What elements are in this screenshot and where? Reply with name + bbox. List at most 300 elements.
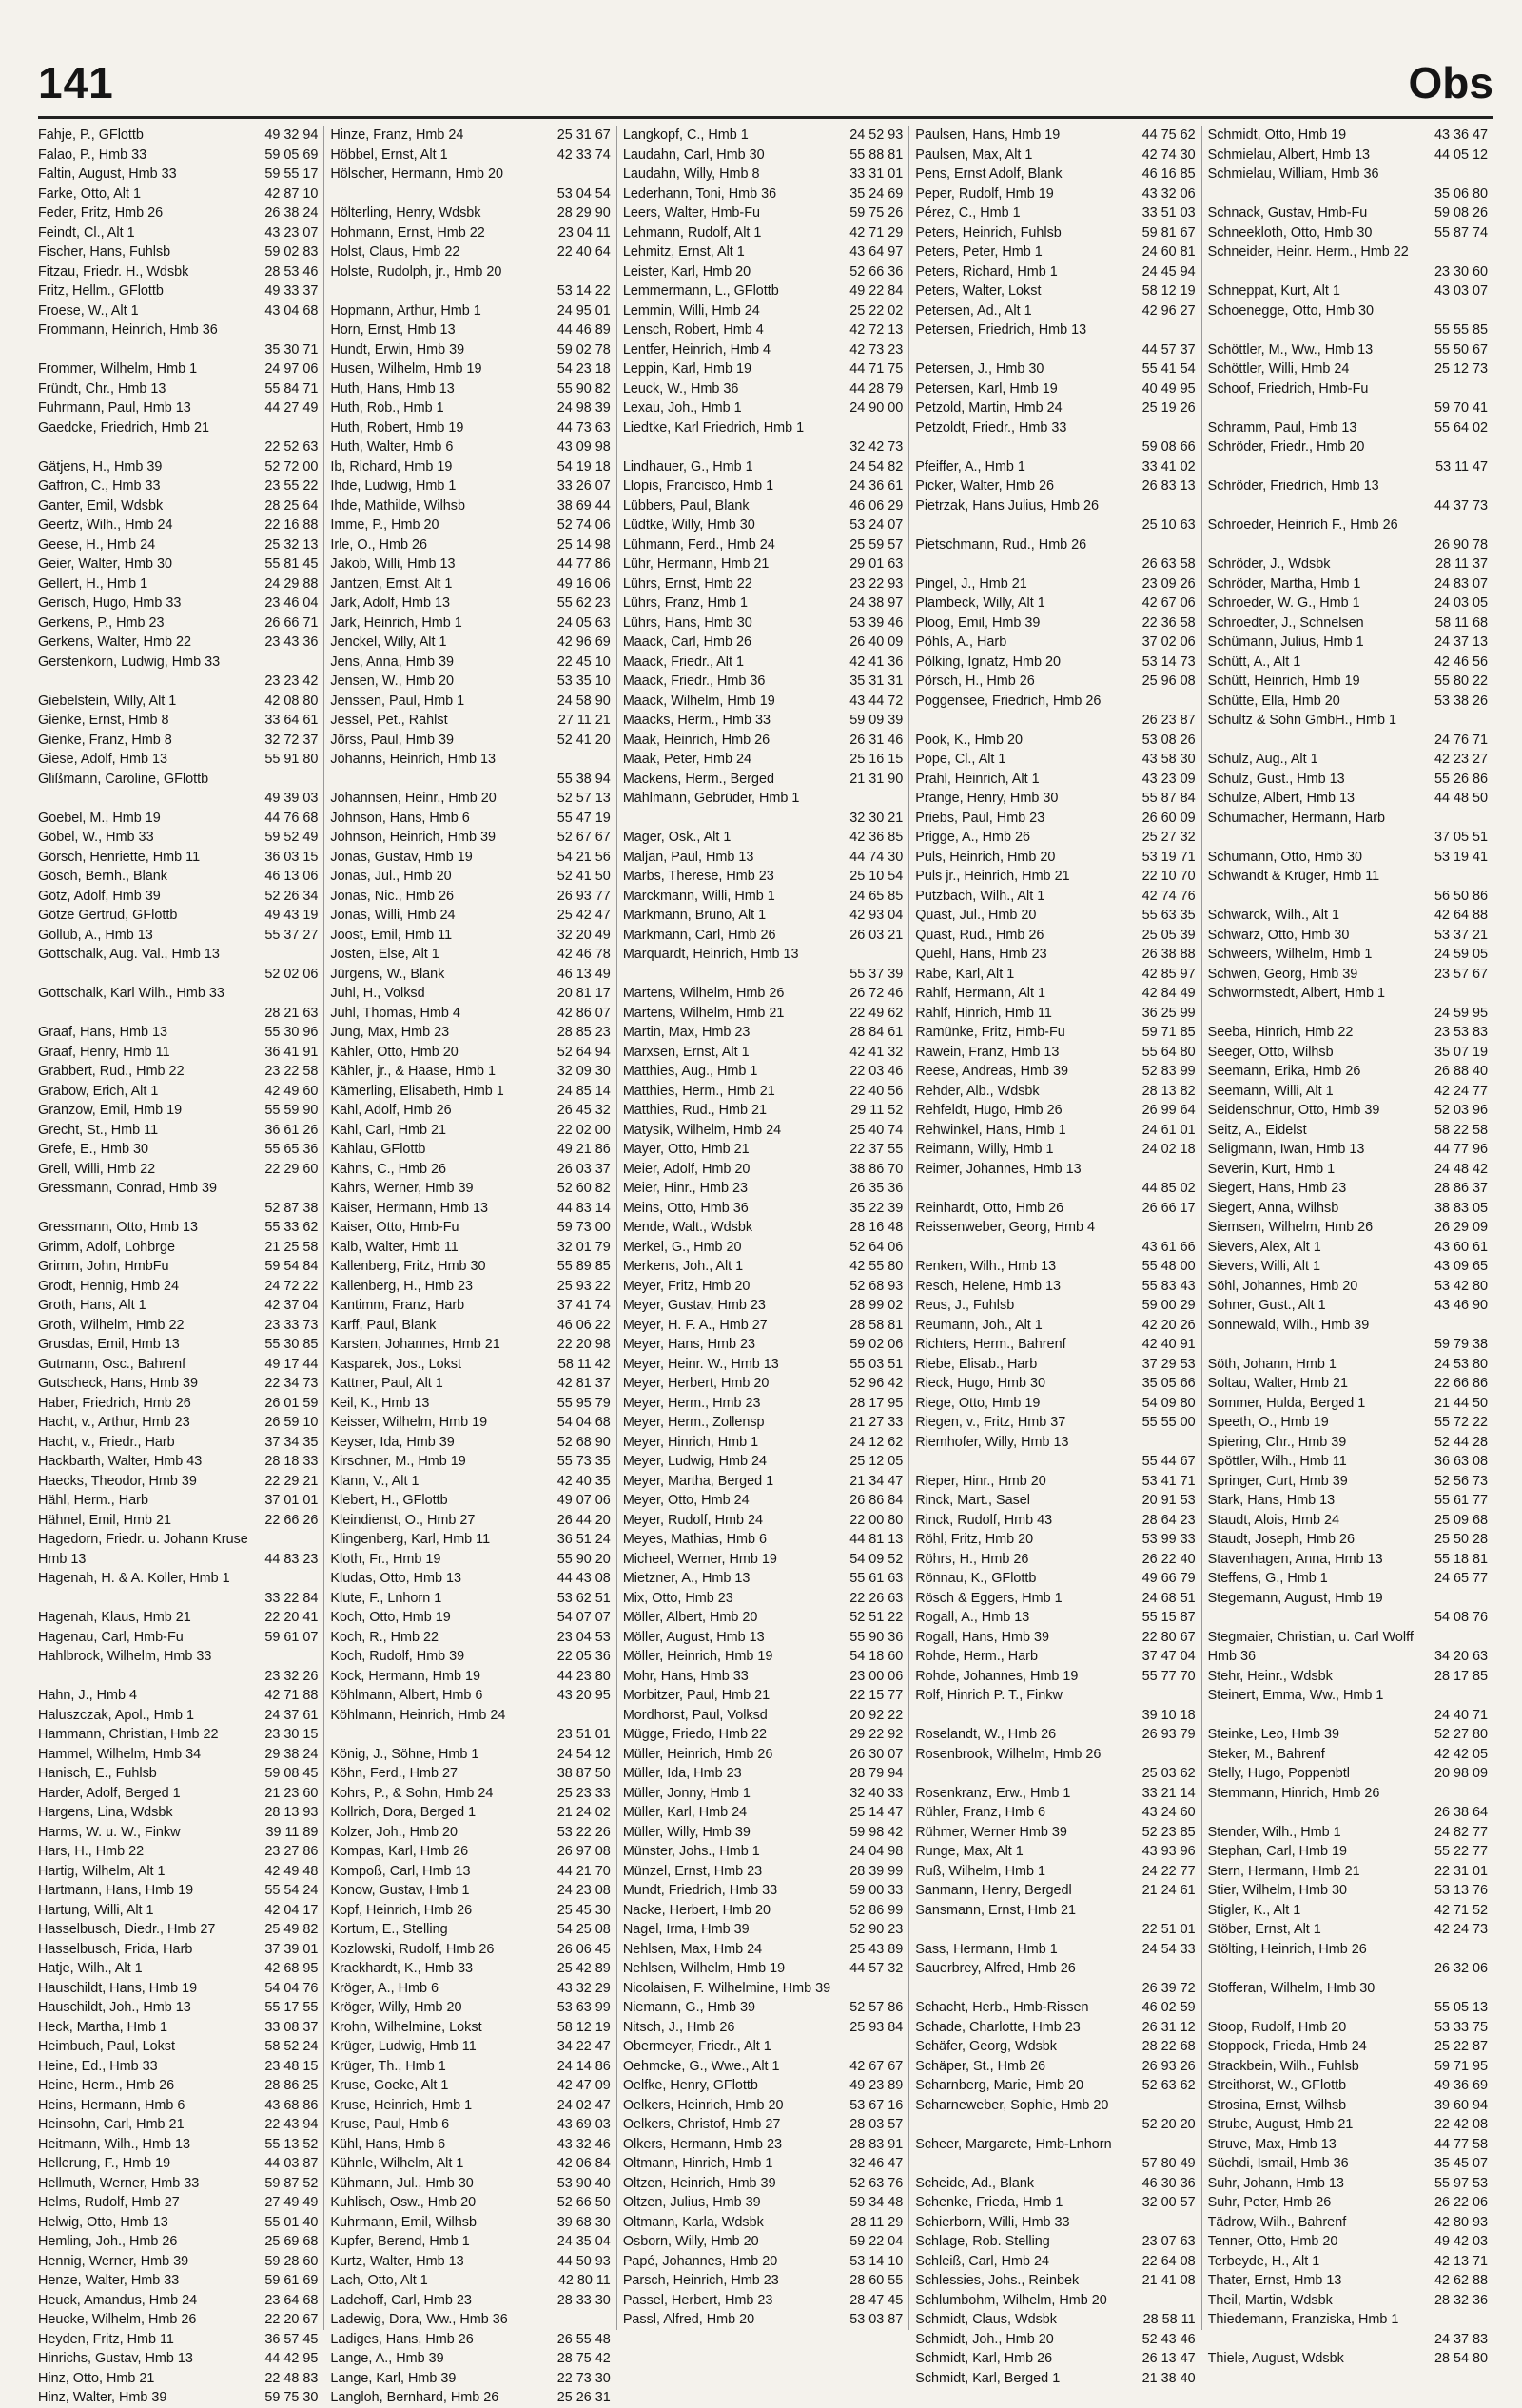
entry-phone: 33 21 14 bbox=[1142, 1785, 1196, 1801]
entry-name: Leister, Karl, Hmb 20 bbox=[622, 264, 751, 280]
entry-phone: 24 37 61 bbox=[264, 1707, 319, 1723]
entry-phone: 53 19 41 bbox=[1434, 849, 1489, 865]
entry-name: Oelfke, Henry, GFlottb bbox=[622, 2078, 758, 2093]
entry-phone: 22 66 86 bbox=[1434, 1376, 1489, 1391]
entry-phone: 26 72 46 bbox=[849, 986, 904, 1001]
entry-phone bbox=[1192, 692, 1196, 712]
entry-phone: 24 52 93 bbox=[849, 127, 904, 143]
entry-phone: 22 49 62 bbox=[849, 1005, 904, 1021]
entry-phone: 55 87 74 bbox=[1434, 225, 1489, 241]
list-item bbox=[623, 458, 903, 478]
list-item bbox=[38, 867, 318, 887]
list-item bbox=[38, 2291, 318, 2311]
entry-phone: 34 22 47 bbox=[556, 2039, 611, 2054]
entry-name: Graaf, Henry, Hmb 11 bbox=[38, 1044, 170, 1060]
entry-phone: 49 22 84 bbox=[849, 284, 904, 299]
entry-name: Kruse, Heinrich, Hmb 1 bbox=[330, 2097, 473, 2113]
list-item bbox=[1208, 1920, 1488, 1940]
list-item bbox=[915, 848, 1195, 868]
entry-name: Schulz, Gust., Hmb 13 bbox=[1207, 771, 1345, 787]
entry-phone: 28 33 30 bbox=[556, 2292, 611, 2308]
entry-name: Lührs, Ernst, Hmb 22 bbox=[622, 576, 752, 592]
entry-name: Martens, Wilhelm, Hmb 26 bbox=[622, 986, 785, 1001]
entry-name: Speeth, O., Hmb 19 bbox=[1207, 1415, 1329, 1430]
entry-phone: 49 23 89 bbox=[849, 2078, 904, 2093]
list-item bbox=[623, 867, 903, 887]
list-item bbox=[915, 672, 1195, 692]
list-item bbox=[38, 828, 318, 848]
list-item bbox=[623, 770, 903, 790]
entry-name: Schulz, Aug., Alt 1 bbox=[1207, 752, 1318, 767]
list-item bbox=[330, 1628, 610, 1648]
entry-name: Pope, Cl., Alt 1 bbox=[915, 752, 1006, 767]
entry-phone bbox=[1192, 2135, 1196, 2155]
entry-phone bbox=[1192, 2096, 1196, 2116]
entry-phone: 59 52 49 bbox=[264, 830, 319, 845]
entry-phone: 23 30 60 bbox=[1434, 264, 1489, 280]
list-item bbox=[1208, 1335, 1488, 1355]
entry-name: Hmb 36 bbox=[1207, 1649, 1257, 1664]
entry-name: Priebs, Paul, Hmb 23 bbox=[915, 810, 1045, 826]
entry-phone: 42 13 71 bbox=[1434, 2253, 1489, 2269]
entry-phone: 52 60 82 bbox=[556, 1181, 611, 1196]
list-item bbox=[38, 380, 318, 400]
entry-name: Rahlf, Hinrich, Hmb 11 bbox=[915, 1005, 1052, 1021]
list-item bbox=[330, 2076, 610, 2096]
entry-name: Hahn, J., Hmb 4 bbox=[38, 1688, 137, 1703]
entry-name: Micheel, Werner, Hmb 19 bbox=[622, 1551, 777, 1567]
list-item bbox=[38, 1667, 318, 1687]
entry-phone: 55 26 86 bbox=[1434, 771, 1489, 787]
entry-phone: 22 20 41 bbox=[264, 1610, 319, 1625]
list-item bbox=[623, 243, 903, 263]
entry-name: Spiering, Chr., Hmb 39 bbox=[1207, 1434, 1347, 1450]
entry-name: Suhr, Johann, Hmb 13 bbox=[1207, 2175, 1344, 2191]
entry-phone: 32 46 47 bbox=[849, 2156, 904, 2171]
entry-name: Röhl, Fritz, Hmb 20 bbox=[915, 1532, 1034, 1547]
list-item bbox=[38, 321, 318, 341]
list-item bbox=[915, 1452, 1195, 1472]
list-item bbox=[330, 809, 610, 829]
entry-phone: 26 38 64 bbox=[1434, 1805, 1489, 1820]
list-item bbox=[330, 614, 610, 634]
entry-phone: 52 83 99 bbox=[1142, 1064, 1196, 1079]
entry-name: Kloth, Fr., Hmb 19 bbox=[330, 1551, 441, 1567]
entry-phone: 55 72 22 bbox=[1434, 1415, 1489, 1430]
entry-phone: 44 42 95 bbox=[264, 2351, 319, 2366]
list-item bbox=[915, 2213, 1195, 2233]
entry-phone: 58 12 19 bbox=[1142, 284, 1196, 299]
list-item bbox=[915, 828, 1195, 848]
list-item bbox=[1208, 1530, 1488, 1550]
list-item bbox=[623, 1023, 903, 1043]
entry-name: Theil, Martin, Wdsbk bbox=[1207, 2292, 1333, 2308]
list-item bbox=[1208, 224, 1488, 244]
entry-name: Kruse, Goeke, Alt 1 bbox=[330, 2078, 449, 2093]
entry-phone: 29 11 52 bbox=[850, 1103, 904, 1118]
entry-name: Kompas, Karl, Hmb 26 bbox=[330, 1844, 469, 1859]
entry-name: Groth, Wilhelm, Hmb 22 bbox=[38, 1317, 185, 1333]
list-item bbox=[330, 867, 610, 887]
entry-name: Kähler, Otto, Hmb 20 bbox=[330, 1044, 459, 1060]
entry-phone: 44 21 70 bbox=[556, 1863, 611, 1879]
entry-name: Meyer, Gustav, Hmb 23 bbox=[622, 1298, 766, 1313]
entry-name: Peper, Rudolf, Hmb 19 bbox=[915, 186, 1054, 202]
entry-phone bbox=[314, 419, 318, 439]
entry-name: Morbitzer, Paul, Hmb 21 bbox=[622, 1688, 771, 1703]
entry-name: Roselandt, W., Hmb 26 bbox=[915, 1727, 1057, 1742]
entry-phone: 59 87 52 bbox=[264, 2175, 319, 2191]
entry-phone: 32 72 37 bbox=[264, 732, 319, 748]
entry-name: Riege, Otto, Hmb 19 bbox=[915, 1395, 1041, 1411]
list-item bbox=[915, 1179, 1195, 1199]
entry-phone: 42 42 05 bbox=[1434, 1746, 1489, 1762]
entry-phone: 22 03 46 bbox=[849, 1064, 904, 1079]
entry-phone: 42 41 36 bbox=[849, 654, 904, 670]
entry-phone: 24 65 85 bbox=[849, 888, 904, 904]
entry-phone: 49 17 44 bbox=[264, 1356, 319, 1372]
list-item bbox=[1208, 633, 1488, 653]
entry-name: Ib, Richard, Hmb 19 bbox=[330, 459, 453, 475]
entry-name: Schultz & Sohn GmbH., Hmb 1 bbox=[1207, 713, 1396, 728]
entry-phone: 24 23 08 bbox=[556, 1883, 611, 1898]
entry-phone: 55 73 35 bbox=[556, 1454, 611, 1469]
list-item bbox=[623, 828, 903, 848]
entry-name: Rönnau, K., GFlottb bbox=[915, 1571, 1037, 1586]
entry-phone: 52 51 22 bbox=[849, 1610, 904, 1625]
list-item bbox=[915, 926, 1195, 946]
list-item bbox=[330, 360, 610, 380]
list-item bbox=[915, 1121, 1195, 1141]
entry-name: Mundt, Friedrich, Hmb 33 bbox=[622, 1883, 778, 1898]
entry-name: Heimbuch, Paul, Lokst bbox=[38, 2039, 175, 2054]
entry-name: Kirschner, M., Hmb 19 bbox=[330, 1454, 466, 1469]
entry-name: Hars, H., Hmb 22 bbox=[38, 1844, 145, 1859]
list-item bbox=[1208, 653, 1488, 673]
list-item bbox=[915, 1959, 1195, 1979]
list-item bbox=[915, 1901, 1195, 1921]
entry-name: Poggensee, Friedrich, Hmb 26 bbox=[915, 693, 1102, 709]
entry-name: Nacke, Herbert, Hmb 20 bbox=[622, 1902, 771, 1918]
entry-phone: 23 04 53 bbox=[556, 1629, 611, 1645]
list-item bbox=[1208, 711, 1488, 731]
list-item bbox=[623, 965, 903, 985]
entry-name: Kahl, Adolf, Hmb 26 bbox=[330, 1103, 452, 1118]
list-item bbox=[915, 2310, 1195, 2330]
entry-phone: 42 67 67 bbox=[849, 2058, 904, 2074]
entry-name: Sohner, Gust., Alt 1 bbox=[1207, 1298, 1326, 1313]
entry-phone: 25 10 54 bbox=[849, 869, 904, 884]
list-item bbox=[330, 770, 610, 790]
entry-phone: 23 48 15 bbox=[264, 2058, 319, 2074]
entry-phone: 36 03 15 bbox=[264, 849, 319, 865]
entry-phone: 25 22 02 bbox=[849, 303, 904, 319]
entry-name: Klebert, H., GFlottb bbox=[330, 1493, 448, 1508]
list-item bbox=[915, 1491, 1195, 1511]
entry-name: Laudahn, Carl, Hmb 30 bbox=[622, 147, 765, 163]
entry-name: Schneekloth, Otto, Hmb 30 bbox=[1207, 225, 1373, 241]
entry-phone: 42 46 78 bbox=[556, 947, 611, 962]
entry-name: Struve, Max, Hmb 13 bbox=[1207, 2136, 1337, 2152]
entry-phone: 28 03 57 bbox=[849, 2117, 904, 2132]
entry-phone: 28 53 46 bbox=[264, 264, 319, 280]
entry-name: Hundt, Erwin, Hmb 39 bbox=[330, 342, 465, 358]
list-item bbox=[38, 1472, 318, 1492]
entry-name: Hellmuth, Werner, Hmb 33 bbox=[38, 2175, 200, 2191]
entry-phone bbox=[1484, 1686, 1488, 1706]
entry-phone bbox=[1192, 1686, 1196, 1706]
list-item bbox=[915, 458, 1195, 478]
entry-phone: 43 32 46 bbox=[556, 2136, 611, 2152]
entry-phone: 53 63 99 bbox=[556, 2000, 611, 2015]
list-item bbox=[623, 1920, 903, 1940]
list-item bbox=[623, 1355, 903, 1375]
entry-phone bbox=[1484, 1784, 1488, 1804]
entry-phone: 24 61 01 bbox=[1142, 1122, 1196, 1138]
list-item bbox=[38, 126, 318, 146]
entry-name: Leuck, W., Hmb 36 bbox=[622, 381, 739, 397]
entry-phone bbox=[314, 1647, 318, 1667]
entry-name: Karsten, Johannes, Hmb 21 bbox=[330, 1337, 500, 1352]
entry-phone: 42 93 04 bbox=[849, 908, 904, 923]
entry-phone: 24 35 04 bbox=[556, 2234, 611, 2249]
list-item bbox=[1208, 1745, 1488, 1765]
entry-phone: 42 62 88 bbox=[1434, 2273, 1489, 2288]
entry-name: Mayer, Otto, Hmb 21 bbox=[622, 1142, 750, 1157]
entry-name: Leppin, Karl, Hmb 19 bbox=[622, 362, 751, 377]
list-item bbox=[1208, 1511, 1488, 1531]
entry-phone: 56 50 86 bbox=[1434, 888, 1489, 904]
entry-phone: 24 12 62 bbox=[849, 1434, 904, 1450]
entry-phone: 53 13 76 bbox=[1434, 1883, 1489, 1898]
entry-name: Pietrzak, Hans Julius, Hmb 26 bbox=[915, 498, 1099, 514]
list-item bbox=[38, 1218, 318, 1238]
entry-phone bbox=[607, 750, 611, 770]
entry-phone: 53 19 71 bbox=[1142, 849, 1196, 865]
entry-name: Hackbarth, Walter, Hmb 43 bbox=[38, 1454, 203, 1469]
list-item bbox=[38, 633, 318, 653]
entry-phone: 22 00 80 bbox=[849, 1512, 904, 1528]
list-item bbox=[1208, 536, 1488, 556]
list-item bbox=[1208, 965, 1488, 985]
entry-name: Lührs, Franz, Hmb 1 bbox=[622, 596, 748, 611]
entry-phone: 23 33 73 bbox=[264, 1317, 319, 1333]
entry-phone: 26 38 24 bbox=[264, 206, 319, 221]
list-item bbox=[330, 1979, 610, 1999]
entry-name: Maack, Friedr., Hmb 36 bbox=[622, 674, 766, 689]
list-item bbox=[330, 1647, 610, 1667]
entry-phone: 53 38 26 bbox=[1434, 693, 1489, 709]
entry-phone: 25 50 28 bbox=[1434, 1532, 1489, 1547]
list-item bbox=[1208, 497, 1488, 517]
entry-phone: 59 00 29 bbox=[1142, 1298, 1196, 1313]
list-item bbox=[1208, 1881, 1488, 1901]
entry-name: Hartig, Wilhelm, Alt 1 bbox=[38, 1863, 166, 1879]
entry-phone: 52 57 86 bbox=[849, 2000, 904, 2015]
entry-name: Langloh, Bernhard, Hmb 26 bbox=[330, 2390, 499, 2405]
list-item bbox=[330, 2291, 610, 2311]
entry-name: Meyer, Herbert, Hmb 20 bbox=[622, 1376, 770, 1391]
entry-phone: 28 11 37 bbox=[1435, 557, 1489, 572]
list-item bbox=[1208, 926, 1488, 946]
entry-name: Kurtz, Walter, Hmb 13 bbox=[330, 2253, 464, 2269]
list-item bbox=[38, 1296, 318, 1316]
entry-name: Rogall, A., Hmb 13 bbox=[915, 1610, 1030, 1625]
entry-phone: 25 93 84 bbox=[849, 2019, 904, 2035]
entry-name: Schöttler, M., Ww., Hmb 13 bbox=[1207, 342, 1374, 358]
list-item bbox=[1208, 1374, 1488, 1394]
list-item bbox=[915, 1920, 1195, 1940]
entry-phone: 24 90 00 bbox=[849, 401, 904, 416]
entry-phone bbox=[1484, 516, 1488, 536]
entry-phone: 22 26 63 bbox=[849, 1590, 904, 1606]
entry-name: Grodt, Hennig, Hmb 24 bbox=[38, 1278, 179, 1294]
entry-name: Froese, W., Alt 1 bbox=[38, 303, 139, 319]
list-item bbox=[38, 1881, 318, 1901]
entry-phone: 44 43 08 bbox=[556, 1571, 611, 1586]
entry-phone: 42 49 60 bbox=[264, 1083, 319, 1099]
list-item bbox=[38, 750, 318, 770]
list-item bbox=[330, 2135, 610, 2155]
entry-name: Oltzen, Heinrich, Hmb 39 bbox=[622, 2175, 776, 2191]
list-item bbox=[1208, 1472, 1488, 1492]
entry-phone: 44 76 68 bbox=[264, 810, 319, 826]
entry-phone: 32 09 30 bbox=[556, 1064, 611, 1079]
list-item bbox=[1208, 1725, 1488, 1745]
list-item bbox=[915, 1335, 1195, 1355]
entry-phone: 52 23 85 bbox=[1142, 1824, 1196, 1840]
entry-phone: 54 08 76 bbox=[1434, 1610, 1489, 1625]
list-item bbox=[330, 1082, 610, 1102]
list-item bbox=[1208, 2330, 1488, 2350]
entry-phone bbox=[1484, 1628, 1488, 1648]
entry-name: Götze Gertrud, GFlottb bbox=[38, 908, 178, 923]
entry-name: Paulsen, Max, Alt 1 bbox=[915, 147, 1033, 163]
list-item bbox=[330, 1998, 610, 2018]
entry-name: Hartung, Willi, Alt 1 bbox=[38, 1902, 154, 1918]
entry-name: Kompoß, Carl, Hmb 13 bbox=[330, 1863, 471, 1879]
entry-phone: 59 73 00 bbox=[556, 1220, 611, 1235]
entry-phone: 43 23 09 bbox=[1142, 771, 1196, 787]
entry-phone bbox=[1484, 1979, 1488, 1999]
list-item bbox=[623, 653, 903, 673]
list-item bbox=[623, 1589, 903, 1609]
entry-name: Peters, Richard, Hmb 1 bbox=[915, 264, 1058, 280]
entry-phone: 53 08 26 bbox=[1142, 732, 1196, 748]
entry-phone: 59 70 41 bbox=[1434, 401, 1489, 416]
entry-name: Gellert, H., Hmb 1 bbox=[38, 576, 148, 592]
entry-phone bbox=[314, 770, 318, 790]
entry-name: Lühr, Hermann, Hmb 21 bbox=[622, 557, 770, 572]
entry-name: Schneppat, Kurt, Alt 1 bbox=[1207, 284, 1340, 299]
list-item bbox=[38, 1160, 318, 1180]
entry-phone: 55 55 85 bbox=[1434, 323, 1489, 338]
entry-name: Kahns, C., Hmb 26 bbox=[330, 1161, 446, 1177]
entry-name: Hauschildt, Hans, Hmb 19 bbox=[38, 1980, 198, 1996]
list-item bbox=[330, 1823, 610, 1843]
entry-name: Hagedorn, Friedr. u. Johann Kruse bbox=[38, 1532, 248, 1547]
list-item bbox=[1208, 1452, 1488, 1472]
list-item bbox=[1208, 438, 1488, 458]
entry-name: Oltmann, Karla, Wdsbk bbox=[622, 2214, 764, 2230]
entry-phone: 55 41 54 bbox=[1142, 362, 1196, 377]
entry-phone: 22 15 77 bbox=[849, 1688, 904, 1703]
entry-phone bbox=[1192, 1160, 1196, 1180]
entry-name: Olkers, Hermann, Hmb 23 bbox=[622, 2136, 782, 2152]
entry-name: Röhrs, H., Hmb 26 bbox=[915, 1551, 1029, 1567]
entry-name: Süchdi, Ismail, Hmb 36 bbox=[1207, 2156, 1349, 2171]
entry-name: Heucke, Wilhelm, Hmb 26 bbox=[38, 2312, 197, 2327]
entry-name: Petersen, Friedrich, Hmb 13 bbox=[915, 323, 1087, 338]
entry-phone: 52 86 99 bbox=[849, 1902, 904, 1918]
entry-phone: 23 32 26 bbox=[264, 1668, 319, 1684]
entry-phone: 46 16 85 bbox=[1142, 166, 1196, 182]
entry-name: Meyer, Hinrich, Hmb 1 bbox=[622, 1434, 759, 1450]
entry-name: Farke, Otto, Alt 1 bbox=[38, 186, 141, 202]
list-item bbox=[38, 711, 318, 731]
entry-name: Kozlowski, Rudolf, Hmb 26 bbox=[330, 1941, 495, 1957]
entry-name: Rosenbrook, Wilhelm, Hmb 26 bbox=[915, 1746, 1102, 1762]
entry-phone: 55 33 62 bbox=[264, 1220, 319, 1235]
entry-phone: 33 31 01 bbox=[849, 166, 904, 182]
list-item bbox=[915, 1394, 1195, 1414]
entry-phone: 53 33 75 bbox=[1434, 2019, 1489, 2035]
entry-phone: 26 29 09 bbox=[1434, 1220, 1489, 1235]
entry-name: Klute, F., Lnhorn 1 bbox=[330, 1590, 442, 1606]
list-item bbox=[1208, 1023, 1488, 1043]
entry-phone: 53 14 10 bbox=[849, 2253, 904, 2269]
directory-column bbox=[1201, 126, 1493, 2366]
list-item bbox=[1208, 185, 1488, 205]
entry-name: Hatje, Wilh., Alt 1 bbox=[38, 1961, 143, 1976]
entry-phone: 52 90 23 bbox=[849, 1922, 904, 1937]
entry-name: Gaffron, C., Hmb 33 bbox=[38, 479, 161, 494]
list-item bbox=[38, 1355, 318, 1375]
entry-name: Scharnberg, Marie, Hmb 20 bbox=[915, 2078, 1083, 2093]
entry-name: Kopf, Heinrich, Hmb 26 bbox=[330, 1902, 473, 1918]
list-item bbox=[623, 419, 903, 439]
entry-phone bbox=[1192, 321, 1196, 341]
entry-phone: 55 97 53 bbox=[1434, 2175, 1489, 2191]
entry-phone: 55 90 82 bbox=[556, 381, 611, 397]
entry-name: Schröder, Martha, Hmb 1 bbox=[1207, 576, 1361, 592]
entry-name: Gerkens, Walter, Hmb 22 bbox=[38, 635, 192, 650]
entry-name: Schwarck, Wilh., Alt 1 bbox=[1207, 908, 1339, 923]
list-item bbox=[38, 2076, 318, 2096]
list-item bbox=[623, 672, 903, 692]
entry-name: Stoppock, Frieda, Hmb 24 bbox=[1207, 2039, 1367, 2054]
entry-name: Mende, Walt., Wdsbk bbox=[622, 1220, 753, 1235]
list-item bbox=[38, 1257, 318, 1277]
entry-phone: 23 04 11 bbox=[557, 225, 611, 241]
entry-phone: 55 48 00 bbox=[1142, 1259, 1196, 1274]
entry-phone: 42 41 32 bbox=[849, 1044, 904, 1060]
list-item bbox=[330, 1959, 610, 1979]
list-item bbox=[1208, 2349, 1488, 2369]
entry-phone: 22 31 01 bbox=[1434, 1863, 1489, 1879]
entry-phone: 42 04 17 bbox=[264, 1902, 319, 1918]
list-item bbox=[915, 1374, 1195, 1394]
entry-phone: 42 64 88 bbox=[1434, 908, 1489, 923]
entry-name: Pietschmann, Rud., Hmb 26 bbox=[915, 537, 1087, 553]
entry-phone: 54 19 18 bbox=[556, 459, 611, 475]
entry-name: Schümann, Julius, Hmb 1 bbox=[1207, 635, 1364, 650]
entry-name: Severin, Kurt, Hmb 1 bbox=[1207, 1161, 1336, 1177]
list-item bbox=[330, 1218, 610, 1238]
entry-name: Riemhofer, Willy, Hmb 13 bbox=[915, 1434, 1069, 1450]
list-item bbox=[330, 1355, 610, 1375]
entry-name: Meins, Otto, Hmb 36 bbox=[622, 1200, 749, 1216]
